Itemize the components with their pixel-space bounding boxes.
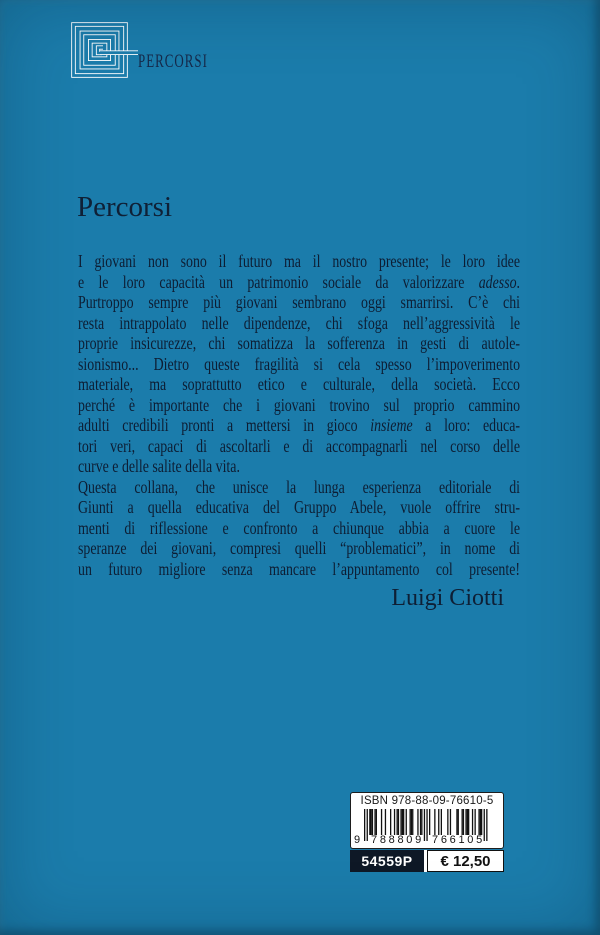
body-line: sionismo... Dietro queste fragilità si cela spesso l’impoverimento [78,353,521,374]
body-line: e le loro capacità un patrimonio sociale da valorizzare adesso. [78,271,521,292]
body-line: I giovani non sono il futuro ma il nostro presente; le loro idee [78,251,521,271]
giunti-labyrinth-icon [71,22,138,79]
isbn-text: ISBN 978-88-09-76610-5 [360,795,494,807]
publisher-brand-label: PERCORSI [138,51,208,72]
barcode-box [350,792,504,849]
product-code-badge: 54559P [350,850,424,872]
body-line: adulti credibili pronti a mettersi in gioco insieme a loro: educa- [78,415,521,435]
body-line: Purtroppo sempre più giovani sembrano oggi smarrirsi. C’è chi [78,292,521,312]
body-line: Questa collana, che unisce la lunga esperienza editoriale di [78,476,521,497]
price-row [350,850,504,872]
body-line: materiale, ma soprattutto etico e culturale, della società. Ecco [78,374,521,394]
body-line: perché è importante che i giovani trovino sul proprio cammino [78,394,521,415]
body-text [78,251,520,579]
body-line: curve e delle salite della vita. [78,456,240,476]
barcode-digits-left: 788809 [371,834,424,846]
body-line: speranze dei giovani, compresi quelli “problematici”, in nome di [78,538,521,558]
body-line: menti di riflessione e confronto a chiunque abbia a cuore le [78,517,521,538]
barcode-first-digit: 9 [354,834,361,846]
body-line: un futuro migliore senza mancare l’appuntamento col presente! [78,558,521,579]
author-signature: Luigi Ciotti [391,585,504,611]
price-tag: € 12,50 [427,850,504,872]
series-title: Percorsi [77,191,173,223]
body-line: tori veri, capaci di ascoltarli e di accompagnarli nel corso delle [78,435,521,456]
barcode-digits-right: 766105 [432,834,485,846]
barcode-label [350,792,504,872]
body-line: Giunti a quella educativa del Gruppo Abele, vuole offrire stru- [78,497,521,517]
body-line: resta intrappolato nelle dipendenze, chi sfoga nell’aggressività le [78,312,521,333]
body-line: proprie insicurezze, chi somatizza la sofferenza in gesti di autole- [78,333,521,353]
